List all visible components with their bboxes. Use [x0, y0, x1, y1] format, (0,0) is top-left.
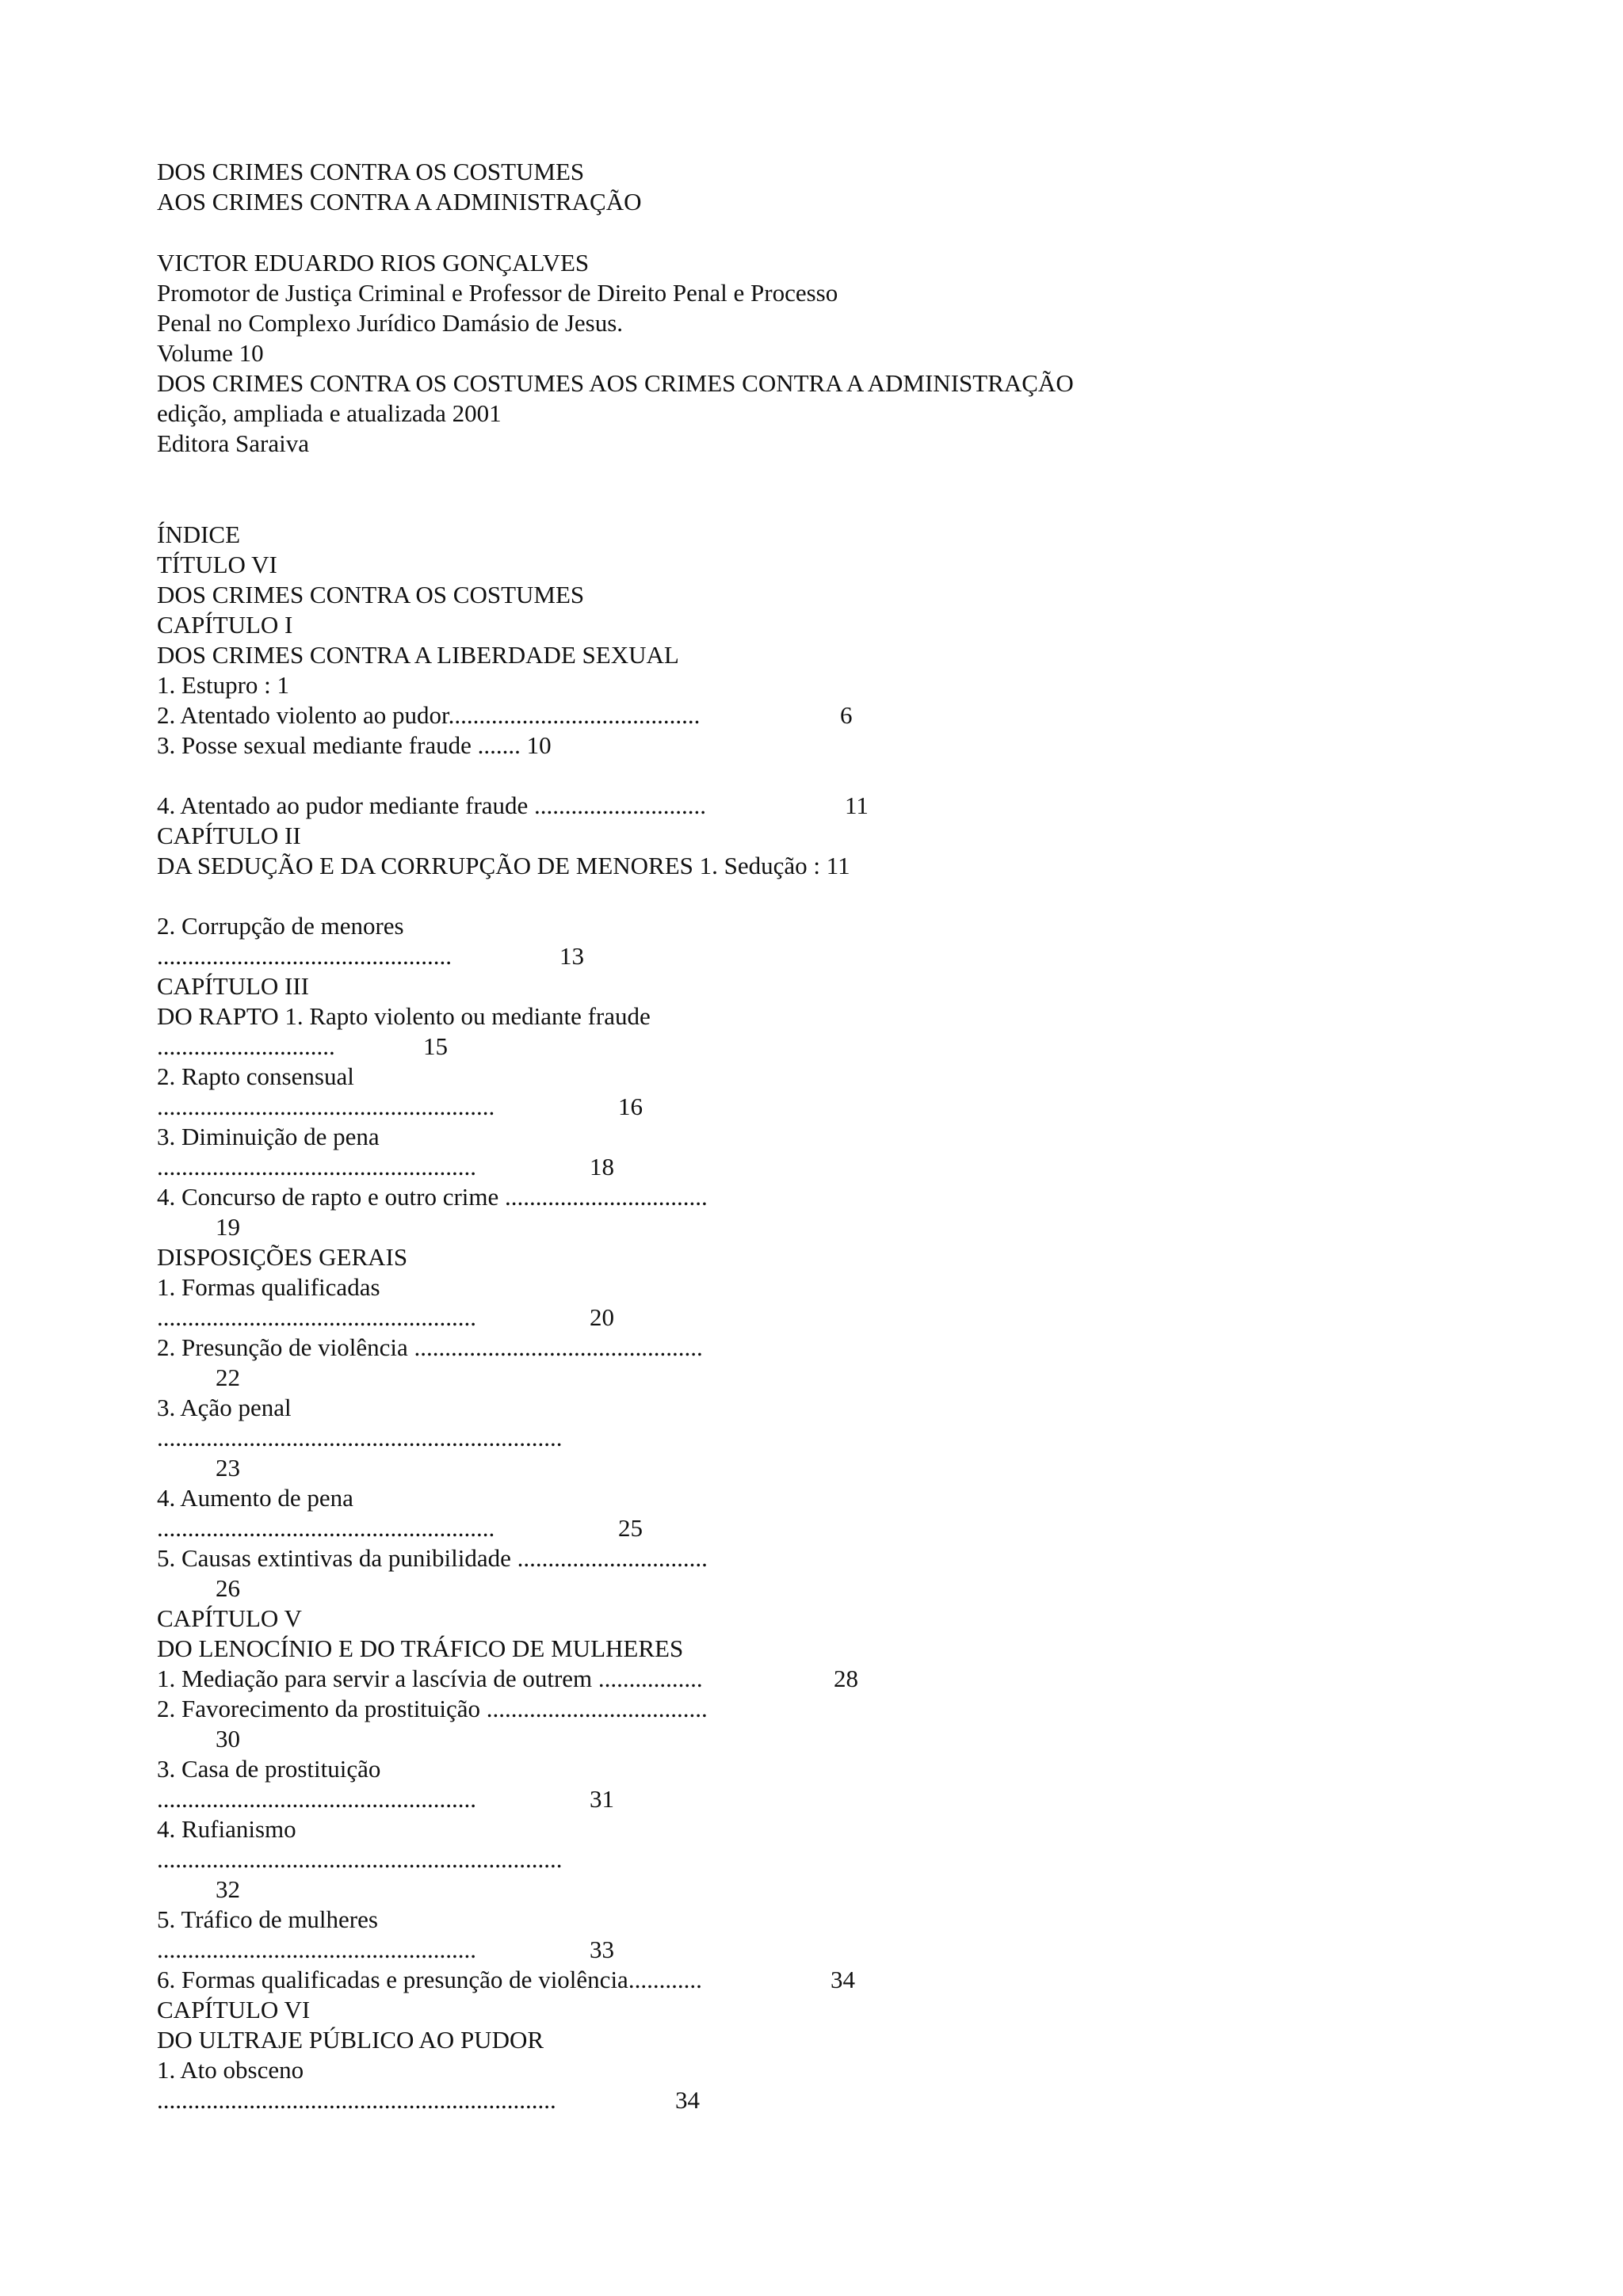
author-role-line-1: Promotor de Justiça Criminal e Professor de Direito Penal e Processo — [157, 279, 838, 307]
toc-page-number: 6 — [840, 701, 853, 729]
toc-page-number: 23 — [216, 1454, 240, 1482]
toc-leader-dots: .................................................................. — [157, 1845, 563, 1873]
toc-leader-dots: ................................................ — [157, 942, 452, 970]
toc-page-number: 28 — [834, 1665, 858, 1692]
toc-entry-formas-qualificadas: 1. Formas qualificadas — [157, 1273, 380, 1301]
toc-entry-trafico-mulheres: 5. Tráfico de mulheres — [157, 1905, 378, 1933]
index-heading: ÍNDICE — [157, 521, 241, 548]
toc-entry-concurso-rapto: 4. Concurso de rapto e outro crime ................................. — [157, 1183, 708, 1211]
toc-page-number: 11 — [845, 791, 869, 819]
toc-page-number: 13 — [559, 942, 584, 970]
toc-entry-estupro: 1. Estupro : 1 — [157, 671, 290, 699]
toc-entry-diminuicao-pena: 3. Diminuição de pena — [157, 1123, 380, 1150]
toc-page-number: 16 — [618, 1093, 643, 1120]
chapter-1-heading: CAPÍTULO I — [157, 611, 293, 639]
toc-page-number: 26 — [216, 1574, 240, 1602]
toc-entry-mediacao-lascivia: 1. Mediação para servir a lascívia de outrem ................. — [157, 1665, 703, 1692]
toc-leader-dots: .................................................... — [157, 1936, 476, 1963]
volume-label: Volume 10 — [157, 339, 264, 367]
toc-leader-dots: ....................................................... — [157, 1093, 495, 1120]
toc-entry-ato-obsceno: 1. Ato obsceno — [157, 2056, 304, 2084]
disposicoes-gerais-heading: DISPOSIÇÕES GERAIS — [157, 1243, 408, 1271]
toc-entry-acao-penal: 3. Ação penal — [157, 1394, 292, 1421]
toc-entry-casa-prostituicao: 3. Casa de prostituição — [157, 1755, 381, 1783]
chapter-2-name: DA SEDUÇÃO E DA CORRUPÇÃO DE MENORES 1. Sedução : 11 — [157, 852, 850, 879]
toc-entry-formas-qualificadas-presuncao: 6. Formas qualificadas e presunção de violência............ — [157, 1966, 702, 1993]
toc-leader-dots: .................................................... — [157, 1153, 476, 1180]
book-title-line-1: DOS CRIMES CONTRA OS COSTUMES — [157, 158, 585, 185]
author-role-line-2: Penal no Complexo Jurídico Damásio de Jesus. — [157, 309, 624, 337]
toc-entry-rapto-consensual: 2. Rapto consensual — [157, 1062, 354, 1090]
toc-leader-dots: .................................................... — [157, 1785, 476, 1813]
titulo-name: DOS CRIMES CONTRA OS COSTUMES — [157, 581, 585, 608]
toc-leader-dots: ................................................................. — [157, 2086, 556, 2114]
toc-page-number: 22 — [216, 1363, 240, 1391]
toc-entry-atentado-pudor-fraude: 4. Atentado ao pudor mediante fraude ............................ — [157, 791, 707, 819]
publisher-line: Editora Saraiva — [157, 429, 309, 457]
titulo-heading: TÍTULO VI — [157, 551, 277, 578]
toc-page-number: 18 — [590, 1153, 614, 1180]
toc-leader-dots: ............................. — [157, 1032, 335, 1060]
toc-page-number: 19 — [216, 1213, 240, 1241]
toc-page-number: 32 — [216, 1875, 240, 1903]
toc-page-number: 20 — [590, 1303, 614, 1331]
toc-page-number: 33 — [590, 1936, 614, 1963]
toc-entry-causas-extintivas: 5. Causas extintivas da punibilidade ............................... — [157, 1544, 708, 1572]
toc-leader-dots: ....................................................... — [157, 1514, 495, 1542]
chapter-6-name: DO ULTRAJE PÚBLICO AO PUDOR — [157, 2026, 544, 2054]
chapter-6-heading: CAPÍTULO VI — [157, 1996, 311, 2023]
chapter-5-name: DO LENOCÍNIO E DO TRÁFICO DE MULHERES — [157, 1634, 684, 1662]
book-title-line-2: AOS CRIMES CONTRA A ADMINISTRAÇÃO — [157, 188, 642, 215]
toc-entry-favorecimento-prostituicao: 2. Favorecimento da prostituição .................................... — [157, 1695, 708, 1722]
toc-page-number: 30 — [216, 1725, 240, 1753]
toc-entry-presuncao-violencia: 2. Presunção de violência ............................................... — [157, 1333, 703, 1361]
toc-page-number: 34 — [675, 2086, 700, 2114]
chapter-3-heading: CAPÍTULO III — [157, 972, 309, 1000]
chapter-2-heading: CAPÍTULO II — [157, 822, 301, 849]
toc-leader-dots: .................................................... — [157, 1303, 476, 1331]
toc-page-number: 31 — [590, 1785, 614, 1813]
chapter-5-heading: CAPÍTULO V — [157, 1604, 302, 1632]
chapter-1-name: DOS CRIMES CONTRA A LIBERDADE SEXUAL — [157, 641, 679, 669]
full-title: DOS CRIMES CONTRA OS COSTUMES AOS CRIMES CONTRA A ADMINISTRAÇÃO — [157, 369, 1074, 397]
chapter-3-name: DO RAPTO 1. Rapto violento ou mediante fraude — [157, 1002, 651, 1030]
author-name: VICTOR EDUARDO RIOS GONÇALVES — [157, 249, 590, 277]
toc-entry-atentado-violento: 2. Atentado violento ao pudor......................................... — [157, 701, 701, 729]
toc-leader-dots: .................................................................. — [157, 1424, 563, 1451]
toc-page-number: 34 — [831, 1966, 855, 1993]
toc-entry-aumento-pena: 4. Aumento de pena — [157, 1484, 353, 1512]
toc-entry-corrupcao-menores: 2. Corrupção de menores — [157, 912, 404, 940]
toc-entry-posse-sexual: 3. Posse sexual mediante fraude ....... 10 — [157, 731, 552, 759]
toc-page-number: 25 — [618, 1514, 643, 1542]
toc-page-number: 15 — [423, 1032, 448, 1060]
toc-entry-rufianismo: 4. Rufianismo — [157, 1815, 296, 1843]
edition-line: edição, ampliada e atualizada 2001 — [157, 399, 502, 427]
